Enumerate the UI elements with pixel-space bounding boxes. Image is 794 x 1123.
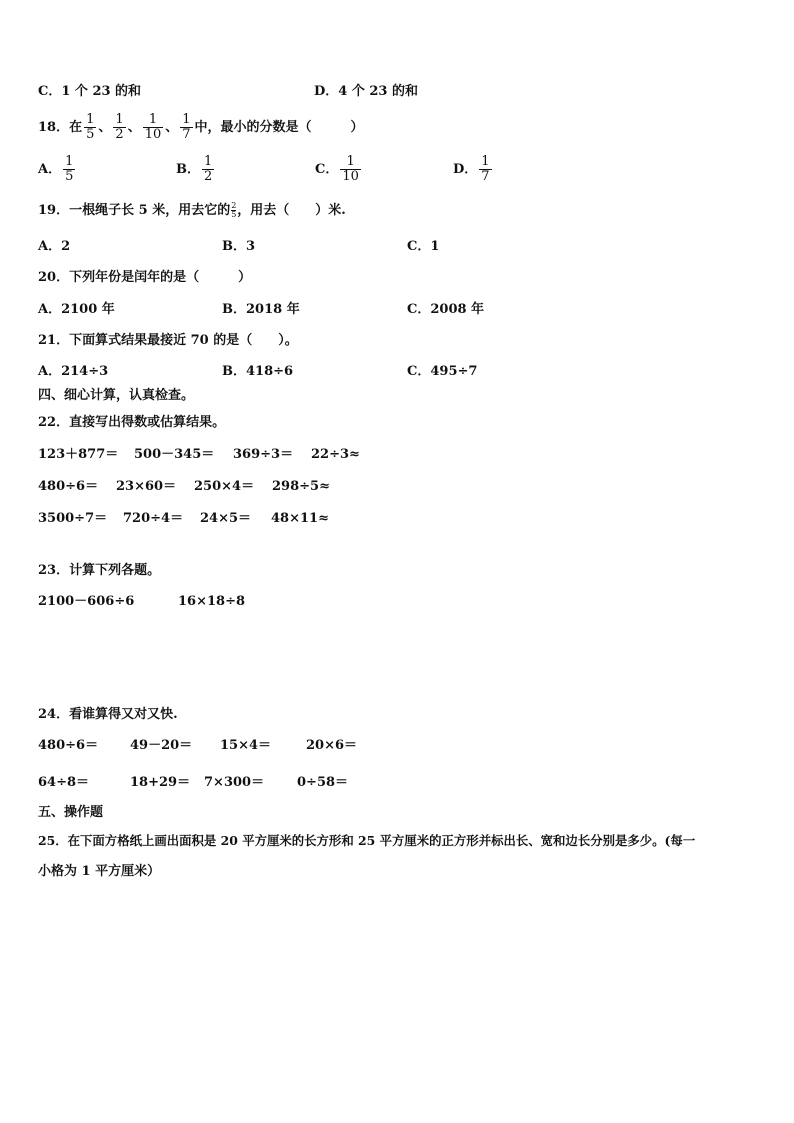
q22-item: 480÷6＝ (38, 479, 99, 494)
q20-option-b: B．2018 年 (222, 302, 300, 317)
q18-number: 18． (38, 120, 70, 135)
q22-item: 23×60＝ (116, 479, 177, 494)
q22-question: 22．直接写出得数或估算结果。 (38, 415, 226, 430)
q22-item: 298÷5≈ (272, 479, 330, 494)
q20-option-c: C．2008 年 (407, 302, 485, 317)
q19-option-b: B．3 (222, 239, 256, 254)
q23-item: 16×18÷8 (178, 594, 246, 609)
q24-item: 20×6＝ (306, 738, 358, 753)
q20-question: 20．下列年份是闰年的是（ ） (38, 270, 252, 285)
q22-item: 500－345＝ (134, 447, 215, 462)
q21-option-a: A．214÷3 (38, 364, 109, 379)
q22-item: 720÷4＝ (123, 511, 184, 526)
q22-item: 24×5＝ (200, 511, 252, 526)
q22-item: 48×11≈ (271, 511, 329, 526)
q21-option-b: B．418÷6 (222, 364, 294, 379)
fraction: $\frac{1}{2}$ (115, 112, 124, 142)
q22-item: 369÷3＝ (233, 447, 294, 462)
q18-option-a: A． $\frac{1}{5}$ (38, 154, 74, 184)
q25-question-line1: 25．在下面方格纸上画出面积是 20 平方厘米的长方形和 25 平方厘米的正方形并标出长、宽和边长分别是多少。(每一 (38, 833, 696, 848)
q17-option-d: D．4 个 23 的和 (314, 84, 418, 99)
q25-question-line2: 小格为 1 平方厘米） (38, 864, 161, 879)
q23-item: 2100－606÷6 (38, 594, 135, 609)
fraction: $\frac{1}{5}$ (86, 112, 95, 142)
q22-item: 22÷3≈ (311, 447, 360, 462)
q24-item: 15×4＝ (220, 738, 272, 753)
q24-item: 64÷8＝ (38, 775, 90, 790)
q18-option-c: C． $\frac{1}{10}$ (315, 154, 359, 184)
fraction: $\frac{2}{5}$ (231, 201, 237, 219)
q24-item: 480÷6＝ (38, 738, 99, 753)
q17-option-c: C．1 个 23 的和 (38, 84, 142, 99)
q24-item: 18+29＝ (130, 775, 191, 790)
fraction: $\frac{1}{7}$ (182, 112, 191, 142)
q18-question: 18．在 $\frac{1}{5}$ 、 $\frac{1}{2}$ 、 $\frac{1}{10}$ 、 $\frac{1}{7}$ 中，最小的分数是（ ） (38, 112, 364, 142)
q19-option-c: C．1 (407, 239, 440, 254)
q20-option-a: A．2100 年 (38, 302, 115, 317)
q23-question: 23．计算下列各题。 (38, 563, 161, 578)
q18-option-b: B． $\frac{1}{2}$ (176, 154, 213, 184)
q22-item: 123＋877＝ (38, 447, 119, 462)
q24-item: 7×300＝ (204, 775, 265, 790)
q21-question: 21．下面算式结果最接近 70 的是（ ）。 (38, 333, 298, 348)
q18-option-d: D． $\frac{1}{7}$ (453, 154, 490, 184)
q18-pre: 在 (69, 120, 83, 135)
section-4-heading: 四、细心计算，认真检查。 (38, 388, 195, 403)
q24-item: 49－20＝ (130, 738, 193, 753)
fraction: $\frac{1}{10}$ (144, 112, 162, 142)
q18-post: 中，最小的分数是（ ） (194, 120, 364, 135)
q22-item: 3500÷7＝ (38, 511, 108, 526)
section-5-heading: 五、操作题 (38, 805, 104, 820)
q19-question: 19．一根绳子长 5 米，用去它的 $\frac{2}{5}$ ，用去（ ）米. (38, 201, 346, 219)
q24-item: 0÷58＝ (297, 775, 349, 790)
q24-question: 24．看谁算得又对又快. (38, 707, 178, 722)
q22-item: 250×4＝ (194, 479, 255, 494)
q21-option-c: C．495÷7 (407, 364, 478, 379)
q19-option-a: A．2 (38, 239, 71, 254)
